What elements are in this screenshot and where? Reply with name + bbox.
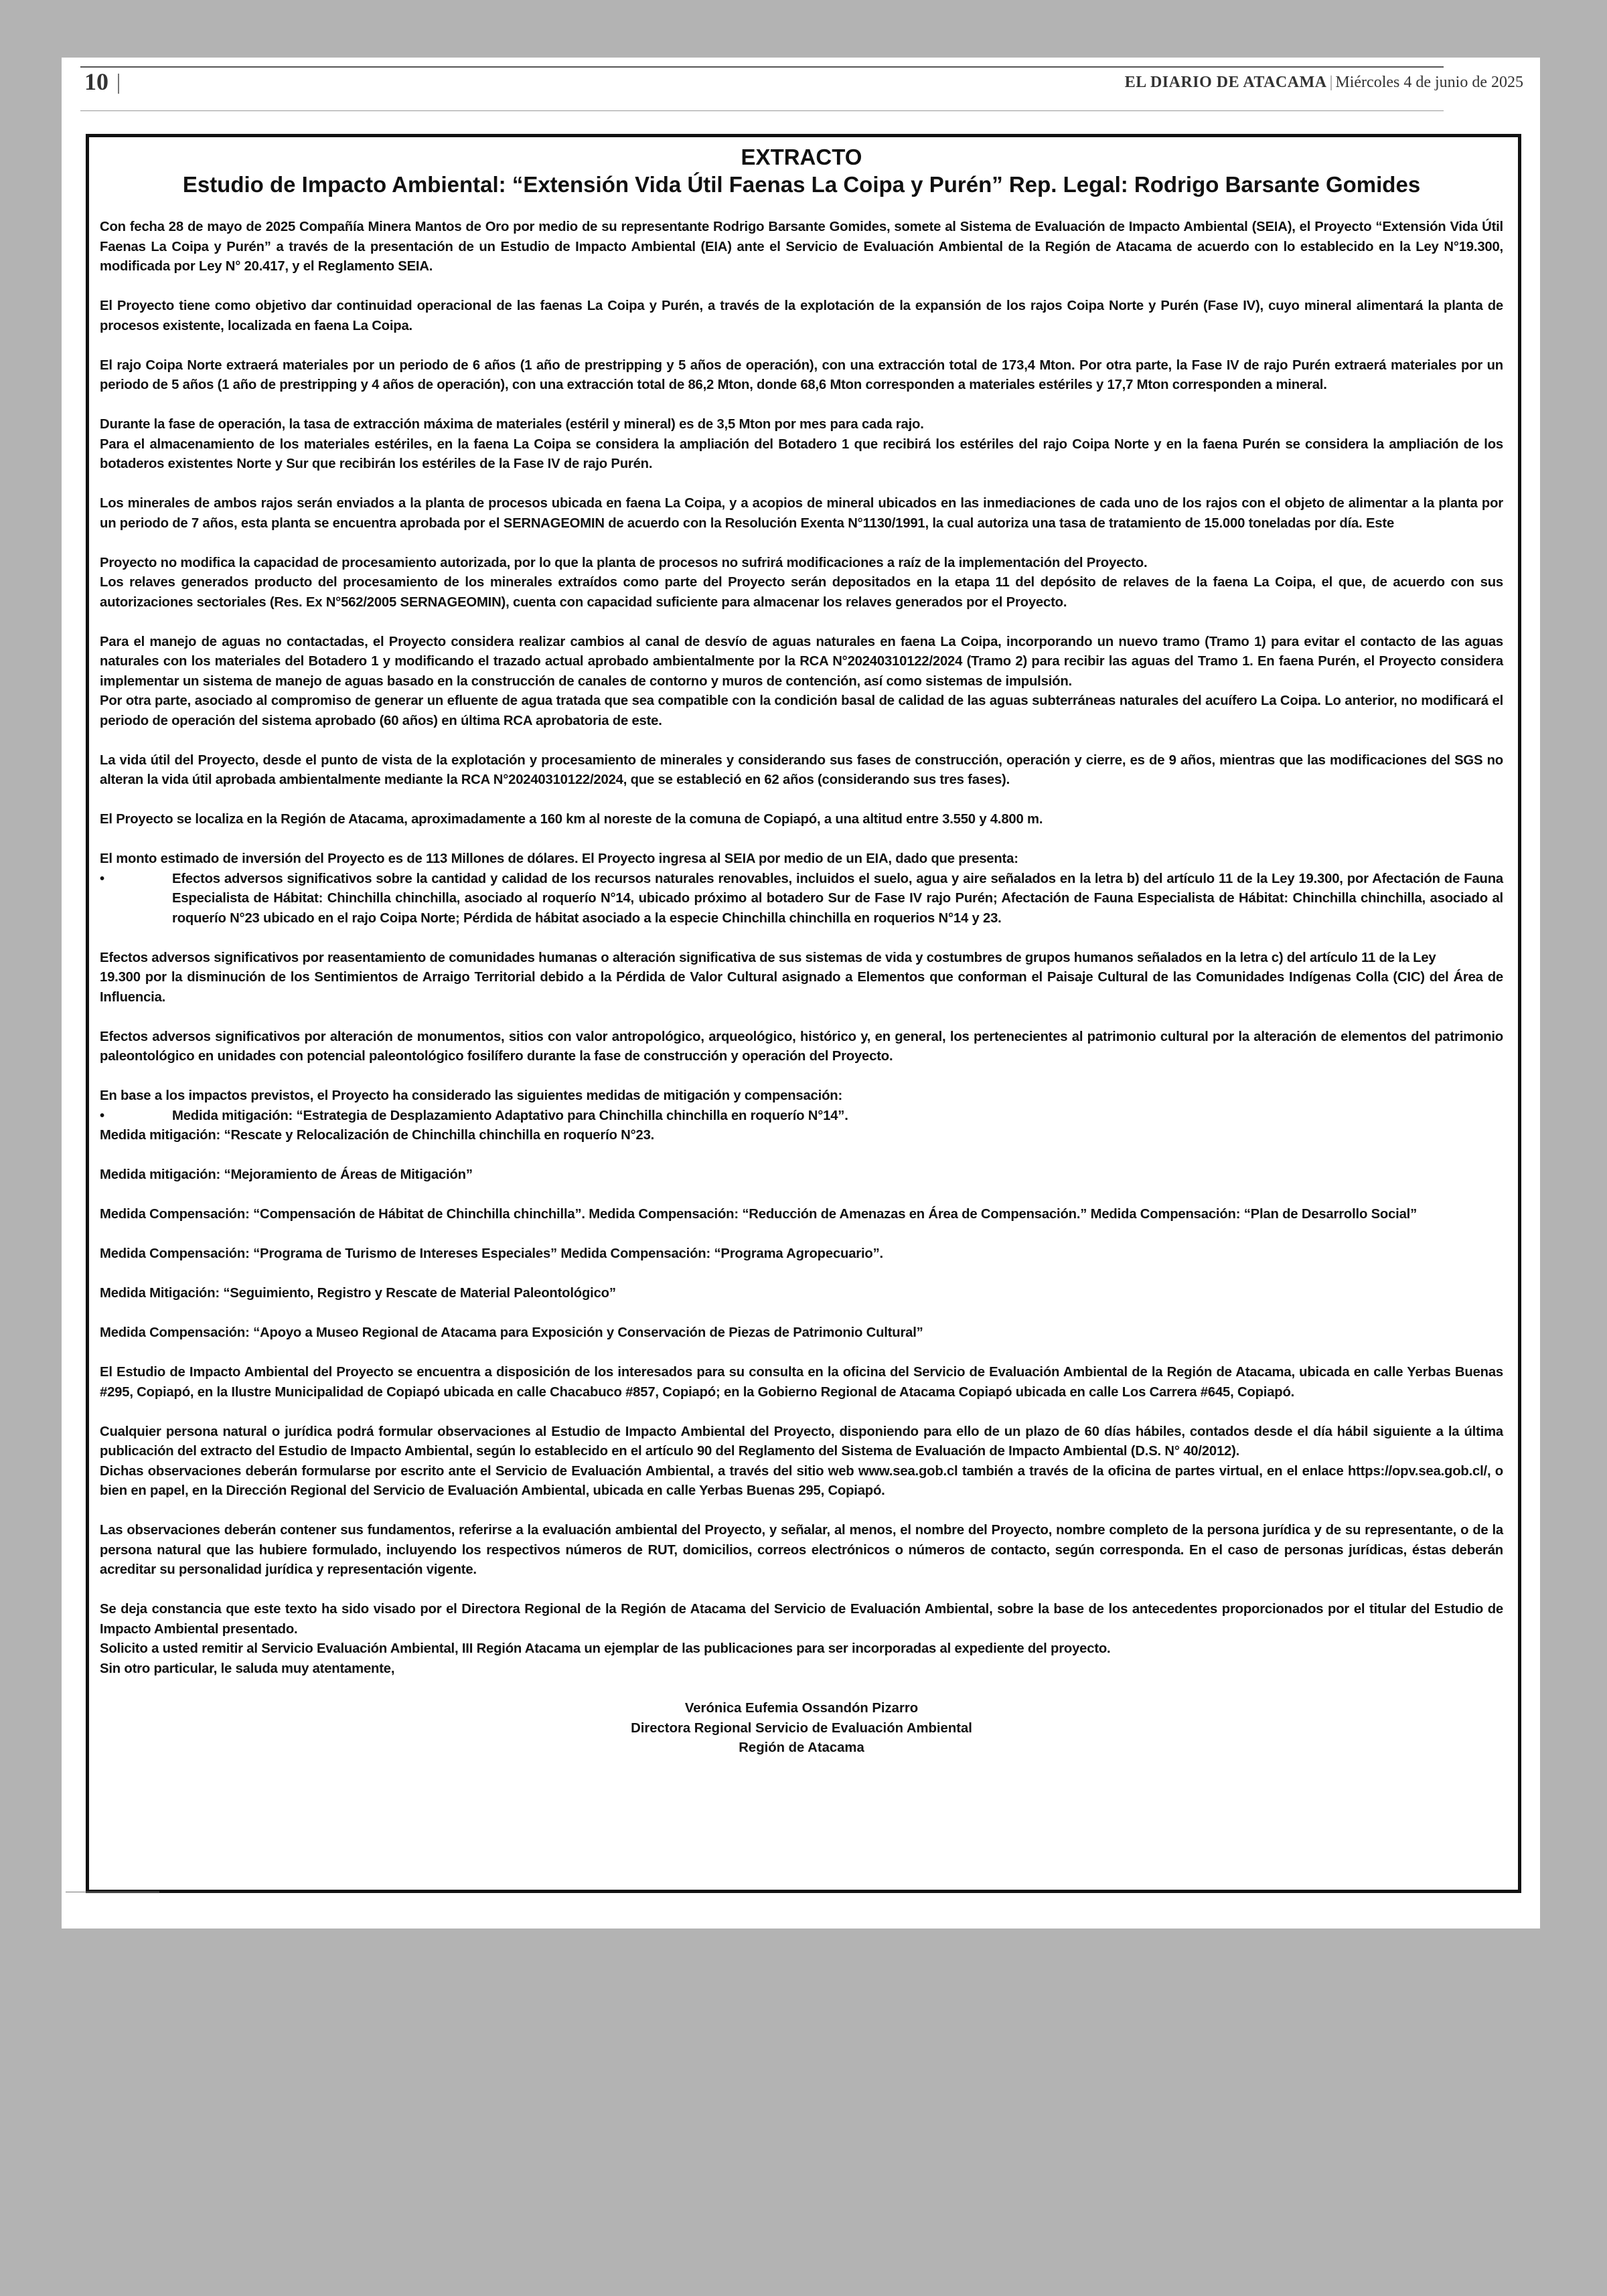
paragraph: El rajo Coipa Norte extraerá materiales por un periodo de 6 años (1 año de prestripping y 5 años de operación), con una extracción total de 173,4 Mton. Por otra parte, la Fase IV de rajo Purén extraerá materiales por un periodo de 5 años (1 año de prestripping y 4 años de operación), con una extracción total de 86,2 Mton, donde 68,6 Mton corresponden a materiales estériles y 17,7 Mton corresponden a mineral. [100,357,1503,392]
paragraph: Los minerales de ambos rajos serán enviados a la planta de procesos ubicada en faena La Coipa, y a acopios de mineral ubicados en las inmediaciones de cada uno de los rajos con el objeto de alimentar a la planta por un periodo de 7 años, esta planta se encuentra aprobada por el SERNAGEOMIN de acuerdo con la Resolución Exenta N°1130/1991, la cual autoriza una tasa de tratamiento de 15.000 toneladas por día. Este [100,496,1503,531]
masthead-separator: | [1329,74,1333,91]
paragraph: Se deja constancia que este texto ha sido visado por el Directora Regional de la Región de Atacama del Servicio de Evaluación Ambiental, sobre la base de los antecedentes proporcionados por el titular del Estudio de Impacto Ambiental presentado. [100,1602,1503,1637]
paragraph: Durante la fase de operación, la tasa de extracción máxima de materiales (estéril y mineral) es de 3,5 Mton por mes para cada rajo. [100,417,924,432]
bullet-item [100,1106,1503,1127]
paragraph: Dichas observaciones deberán formularse por escrito ante el Servicio de Evaluación Ambiental, a través del sitio web www.sea.gob.cl también a través de la oficina de partes virtual, en el enlace https://opv.sea.gob.cl/, o bien en papel, en la Dirección Regional del Servicio de Evaluación Ambiental, ubicada en calle Yerbas Buenas 295, Copiapó. [100,1463,1503,1498]
paragraph: Medida Compensación: “Programa de Turismo de Intereses Especiales” Medida Compensación: “Programa Agropecuario”. [100,1246,883,1261]
paragraph: En base a los impactos previstos, el Proyecto ha considerado las siguientes medidas de mitigación y compensación: [100,1088,843,1103]
signatory-name: Verónica Eufemia Ossandón Pizarro [684,1701,919,1716]
paragraph: Medida mitigación: “Mejoramiento de Áreas de Mitigación” [100,1167,473,1182]
masthead [1125,74,1523,92]
paragraph: Para el almacenamiento de los materiales estériles, en la faena La Coipa se considera la ampliación del Botadero 1 que recibirá los estériles del rajo Coipa Norte y en la faena Purén se considera la ampliación de los botaderos existentes Norte y Sur que recibirán los estériles de la Fase IV de rajo Purén. [100,436,1503,471]
bullet-symbol: • [100,1108,104,1123]
signatory-title: Directora Regional Servicio de Evaluación Ambiental [631,1720,972,1736]
paragraph: Las observaciones deberán contener sus fundamentos, referirse a la evaluación ambiental del Proyecto, y señalar, al menos, el nombre del Proyecto, nombre completo de la persona jurídica y de su representante, o de la persona natural que las hubiere formulado, incluyendo los respectivos números de RUT, domicilios, correos electrónicos o números de contacto, según corresponda. En el caso de personas jurídicas, éstas deberán acreditar su personalidad jurídica y representación vigente. [100,1523,1503,1577]
header-rule-top [80,66,1444,68]
paragraph: Por otra parte, asociado al compromiso de generar un efluente de agua tratada que sea compatible con la condición basal de calidad de las aguas subterráneas naturales del acuífero La Coipa. Lo anterior, no modificará el periodo de operación del sistema aprobado (60 años) en última RCA aprobatoria de este. [100,693,1503,728]
signature-block [100,1699,1503,1758]
bullet-text: Medida mitigación: “Estrategia de Desplazamiento Adaptativo para Chinchilla chinchilla en roquerío N°14”. [172,1108,848,1123]
publication-date: Miércoles 4 de junio de 2025 [1335,74,1523,91]
notice-body [100,218,1503,1679]
paragraph: Medida Compensación: “Compensación de Hábitat de Chinchilla chinchilla”. Medida Compensación: “Reducción de Amenazas en Área de Compensación.” Medida Compensación: “Plan de Desarrollo Social” [100,1207,1418,1222]
paragraph: Los relaves generados producto del procesamiento de los minerales extraídos como parte del Proyecto serán depositados en la etapa 11 del depósito de relaves de la faena La Coipa, el que, de acuerdo con sus autorizaciones sectoriales (Res. Ex N°562/2005 SERNAGEOMIN), cuenta con capacidad suficiente para almacenar los relaves generados por el Proyecto. [100,575,1503,610]
header-rule-bottom [80,110,1444,111]
paragraph: El Proyecto se localiza en la Región de Atacama, aproximadamente a 160 km al noreste de la comuna de Copiapó, a una altitud entre 3.550 y 4.800 m. [100,812,1043,827]
paragraph: Medida Mitigación: “Seguimiento, Registro y Rescate de Material Paleontológico” [100,1286,616,1301]
page-number-divider [118,74,119,94]
paragraph: El Estudio de Impacto Ambiental del Proyecto se encuentra a disposición de los interesados para su consulta en la oficina del Servicio de Evaluación Ambiental de la Región de Atacama, ubicada en calle Yerbas Buenas #295, Copiapó, en la Ilustre Municipalidad de Copiapó ubicada en calle Chacabuco #857, Copiapó; en la Gobierno Regional de Atacama Copiapó ubicada en calle Los Carrera #645, Copiapó. [100,1365,1503,1400]
paragraph: 19.300 por la disminución de los Sentimientos de Arraigo Territorial debido a la Pérdida de Valor Cultural asignado a Elementos que conforman el Paisaje Cultural de las Comunidades Indígenas Colla (CIC) del Área de Influencia. [100,970,1503,1005]
paragraph: Cualquier persona natural o jurídica podrá formular observaciones al Estudio de Impacto Ambiental del Proyecto, disponiendo para ello de un plazo de 60 días hábiles, contados desde el día hábil siguiente a la última publicación del extracto del Estudio de Impacto Ambiental, según lo establecido en el artículo 90 del Reglamento del Sistema de Evaluación de Impacto Ambiental (D.S. N° 40/2012). [100,1424,1503,1459]
paragraph: Sin otro particular, le saluda muy atentamente, [100,1661,395,1676]
notice-subtitle: Estudio de Impacto Ambiental: “Extensión Vida Útil Faenas La Coipa y Purén” Rep. Legal: Rodrigo Barsante Gomides [182,172,1421,197]
bullet-item [100,870,1503,929]
paragraph: Solicito a usted remitir al Servicio Evaluación Ambiental, III Región Atacama un ejemplar de las publicaciones para ser incorporadas al expediente del proyecto. [100,1641,1111,1656]
paragraph: Proyecto no modifica la capacidad de procesamiento autorizada, por lo que la planta de procesos no sufrirá modificaciones a raíz de la implementación del Proyecto. [100,555,1148,570]
paragraph: La vida útil del Proyecto, desde el punto de vista de la explotación y procesamiento de minerales y considerando sus fases de construcción, operación y cierre, es de 9 años, mientras que las modificaciones del SGS no alteran la vida útil aprobada ambientalmente mediante la RCA N°20240310122/2024, que se estableció en 62 años (considerando sus tres fases). [100,752,1503,787]
page-number: 10 [84,68,108,95]
newspaper-name: EL DIARIO DE ATACAMA [1124,74,1327,91]
bullet-text: Efectos adversos significativos sobre la cantidad y calidad de los recursos naturales renovables, incluidos el suelo, agua y aire señalados en la letra b) del artículo 11 de la Ley 19.300, por Afectación de Fauna Especialista de Hábitat: Chinchilla chinchilla, asociado al roquerío N°14, ubicado próximo al botadero Sur de Fase IV rajo Purén; Afectación de Fauna Especialista de Hábitat: Chinchilla chinchilla, asociado al roquerío N°23 ubicado en el rajo Coipa Norte; Pérdida de hábitat asociado a la especie Chinchilla chinchilla en roquerios N°14 y 23. [172,871,1503,926]
paragraph: Efectos adversos significativos por alteración de monumentos, sitios con valor antropológico, arqueológico, histórico y, en general, los pertenecientes al patrimonio cultural por la alteración de elementos del patrimonio paleontológico en unidades con potencial paleontológico fosilífero durante la fase de construcción y operación del Proyecto. [100,1029,1503,1064]
paragraph: Efectos adversos significativos por reasentamiento de comunidades humanas o alteración significativa de sus sistemas de vida y costumbres de grupos humanos señalados en la letra c) del artículo 11 de la Ley [100,950,1436,965]
paragraph: Con fecha 28 de mayo de 2025 Compañía Minera Mantos de Oro por medio de su representante Rodrigo Barsante Gomides, somete al Sistema de Evaluación de Impacto Ambiental (SEIA), el Proyecto “Extensión Vida Útil Faenas La Coipa y Purén” a través de la presentación de un Estudio de Impacto Ambiental (EIA) ante el Servicio de Evaluación Ambiental de la Región de Atacama de acuerdo con lo establecido en la Ley N°19.300, modificada por Ley N° 20.417, y el Reglamento SEIA. [100,220,1503,274]
paragraph: Para el manejo de aguas no contactadas, el Proyecto considera realizar cambios al canal de desvío de aguas naturales en faena La Coipa, incorporando un nuevo tramo (Tramo 1) para evitar el contacto de las aguas naturales con los materiales del Botadero 1 y modificando el trazado actual aprobado ambientalmente por la RCA N°20240310122/2024 (Tramo 2) para recibir las aguas del Tramo 1. En faena Purén, el Proyecto considera implementar un sistema de manejo de aguas basado en la construcción de canales de contorno y muros de contención, así como sistemas de impulsión. [100,634,1503,689]
notice-title: EXTRACTO [741,145,862,169]
legal-notice-box [86,134,1521,1893]
paragraph: Medida mitigación: “Rescate y Relocalización de Chinchilla chinchilla en roquerío N°23. [100,1128,655,1143]
paragraph: El monto estimado de inversión del Proyecto es de 113 Millones de dólares. El Proyecto ingresa al SEIA por medio de un EIA, dado que presenta: [100,851,1018,866]
paragraph: Medida Compensación: “Apoyo a Museo Regional de Atacama para Exposición y Conservación de Piezas de Patrimonio Cultural” [100,1325,923,1340]
paragraph: El Proyecto tiene como objetivo dar continuidad operacional de las faenas La Coipa y Purén, a través de la explotación de la expansión de los rajos Coipa Norte y Purén (Fase IV), cuyo mineral alimentará la planta de procesos existente, localizada en faena La Coipa. [100,299,1503,333]
bullet-symbol: • [100,871,104,886]
signatory-region: Región de Atacama [739,1740,864,1755]
